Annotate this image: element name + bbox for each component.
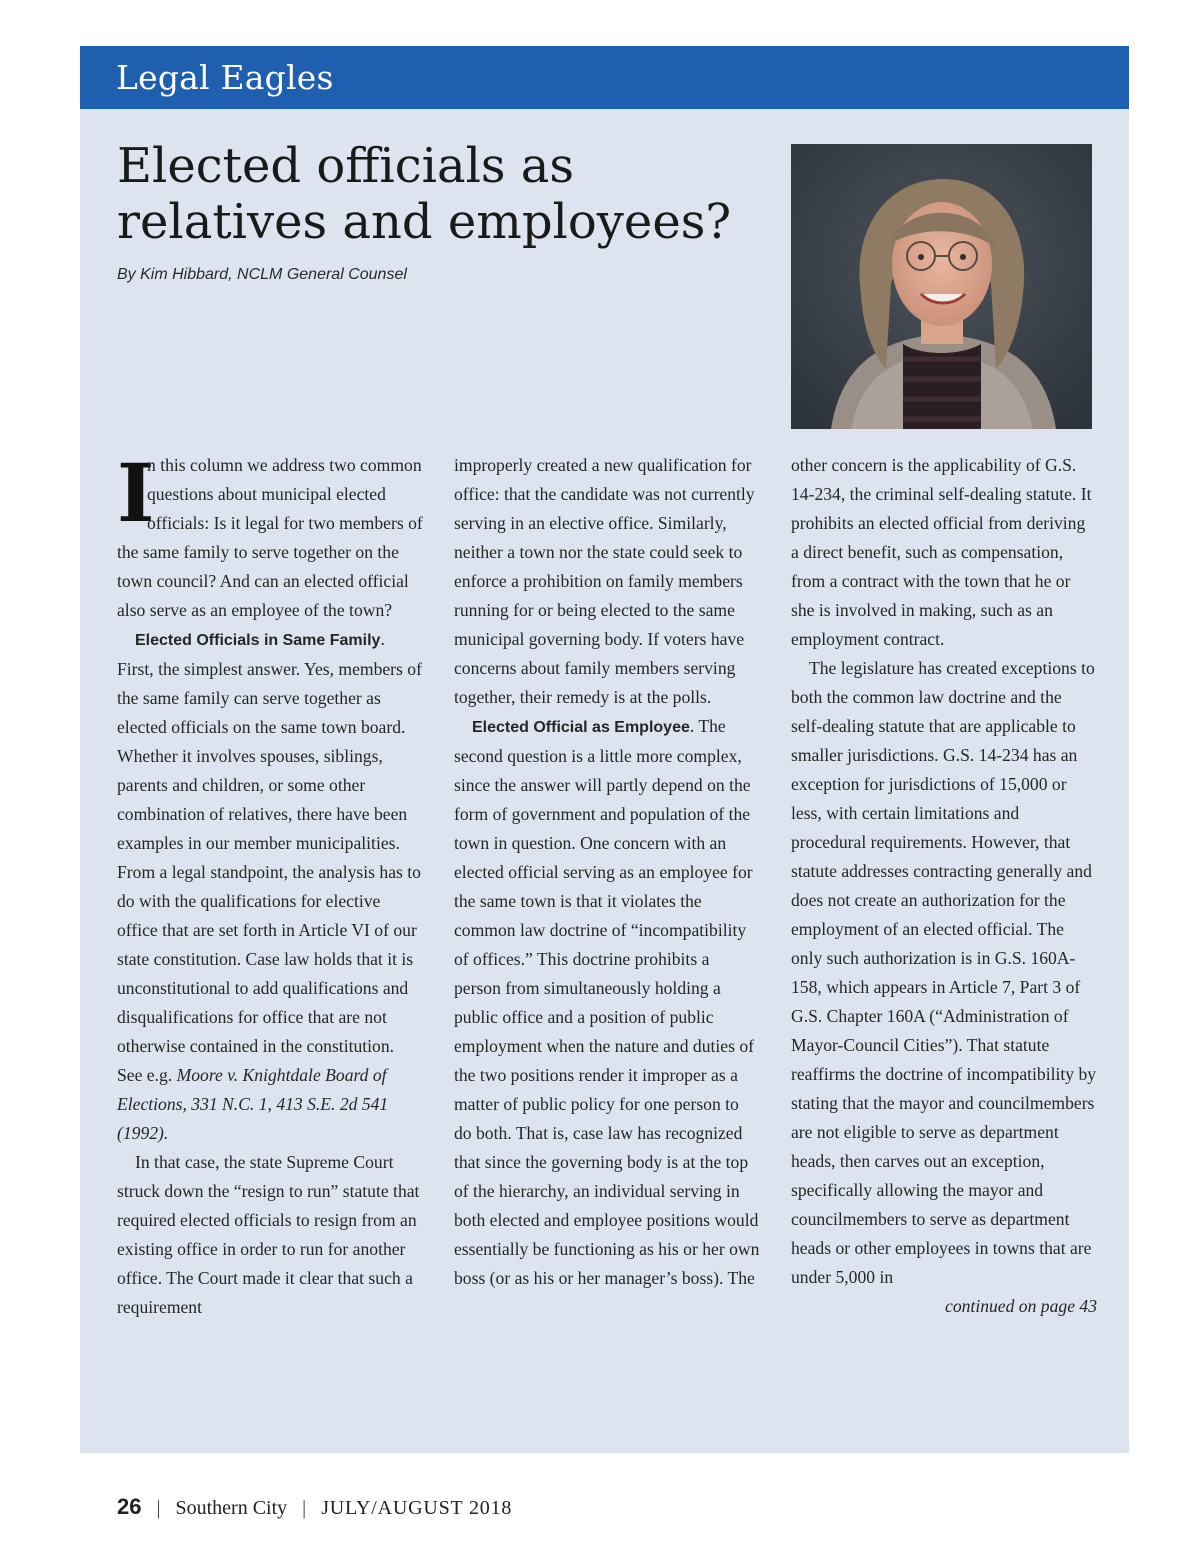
section-header-bar: [80, 46, 1129, 109]
subhead-same-family: Elected Officials in Same Family: [135, 632, 381, 649]
paragraph: [117, 1148, 423, 1322]
paragraph-text: improperly created a new qualification for office: that the candidate was not currently serving in an elective office. Similarly, neither a town nor the state could seek to enforce a prohibition on family members running for or being elected to the same municipal governing body. If voters have concerns about family members serving together, their remedy is at the polls.: [454, 455, 755, 707]
article-byline: By Kim Hibbard, NCLM General Counsel: [117, 266, 407, 283]
paragraph: [791, 654, 1097, 1292]
subhead-as-employee: Elected Official as Employee: [472, 719, 690, 736]
magazine-name: Southern City: [175, 1497, 288, 1519]
drop-cap: I: [117, 446, 155, 540]
article-column-2: [454, 451, 760, 1293]
paragraph-text: . First, the simplest answer. Yes, members of the same family can serve together as elected officials on the same town board. Whether it involves spouses, siblings, parents and children, or some other combination of relatives, there have been examples in our member municipalities. From a legal standpoint, the analysis has to do with the qualifications for elective office that are set forth in Article VI of our state constitution. Case law holds that it is unconstitutional to add qualifications and disqualifications for office that are not otherwise contained in the constitution. See e.g.: [117, 629, 422, 1085]
footer-divider: |: [302, 1497, 307, 1519]
paragraph-text: . The second question is a little more complex, since the answer will partly depend on the form of government and population of the town in question. One concern with an elected official serving as an employee for the same town is that it violates the common law doctrine of “incompatibility of offices.” This doctrine prohibits a person from simultaneously holding a public office and a position of public employment when the nature and duties of the two positions render it improper as a matter of public policy for one person to do both. That is, case law has recognized that since the governing body is at the top of the hierarchy, an individual serving in both elected and employee positions would essentially be functioning as his or her own boss (or as his or her manager’s boss). The: [454, 716, 760, 1288]
paragraph: [791, 451, 1097, 654]
section-title: Legal Eagles: [116, 58, 334, 97]
paragraph-text: other concern is the applicability of G.S. 14-234, the criminal self-dealing statute. It prohibits an elected official from deriving a direct benefit, such as compensation, from a contract with the town that he or she is involved in making, such as an employment contract.: [791, 455, 1092, 649]
footer-divider: |: [156, 1497, 161, 1519]
paragraph: [117, 446, 423, 625]
article-column-1: [117, 446, 423, 1322]
case-citation: Moore v. Knightdale Board of Elections, 331 N.C. 1, 413 S.E. 2d 541 (1992).: [117, 1065, 389, 1143]
issue-date: JULY/AUGUST 2018: [321, 1497, 513, 1519]
paragraph: [454, 712, 760, 1293]
paragraph: [117, 625, 423, 1148]
continued-link[interactable]: continued on page 43: [945, 1296, 1097, 1316]
intro-text: n this column we address two common questions about municipal elected officials: Is it legal for two members of the same family to serve together on the town council? And can an elected official also serve as an employee of the town?: [117, 455, 423, 620]
paragraph-text: The legislature has created exceptions to both the common law doctrine and the self-dealing statute that are applicable to smaller jurisdictions. G.S. 14-234 has an exception for jurisdictions of 15,000 or less, with certain limitations and procedural requirements. However, that statute addresses contracting generally and does not create an authorization for the employment of an elected official. The only such authorization is in G.S. 160A-158, which appears in Article 7, Part 3 of G.S. Chapter 160A (“Administration of Mayor-Council Cities”). That statute reaffirms the doctrine of incompatibility by stating that the mayor and councilmembers are not eligible to serve as department heads, then carves out an exception, specifically allowing the mayor and councilmembers to serve as department heads or other employees in towns that are under 5,000 in: [791, 658, 1097, 1287]
article-title: Elected officials as relatives and employees?: [117, 138, 732, 250]
page-number: 26: [117, 1494, 142, 1519]
author-portrait-image: [791, 144, 1092, 429]
page-footer: [117, 1494, 512, 1520]
article-column-3: [791, 451, 1097, 1321]
paragraph-text: In that case, the state Supreme Court struck down the “resign to run” statute that required elected officials to resign from an existing office in order to run for another office. The Court made it clear that such a requirement: [117, 1152, 420, 1317]
author-photo: [791, 144, 1092, 429]
paragraph: [454, 451, 760, 712]
